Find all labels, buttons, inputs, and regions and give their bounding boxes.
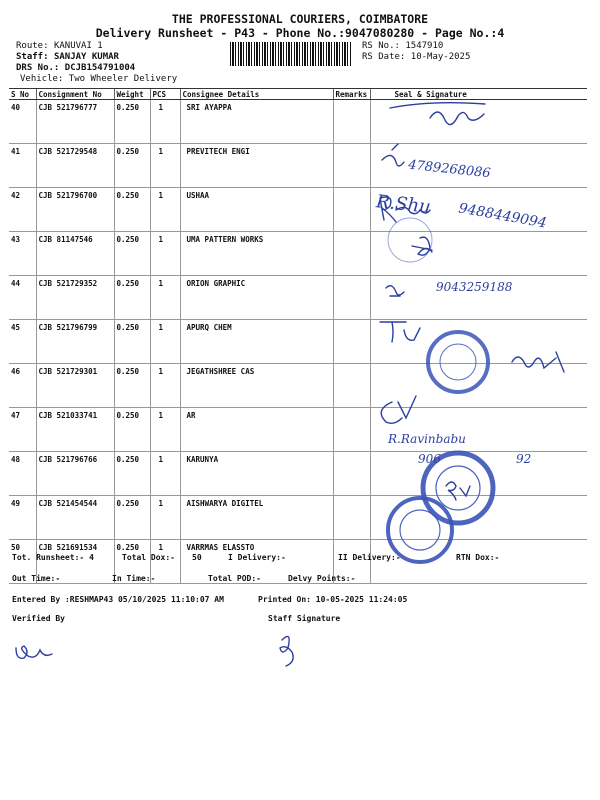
- runsheet-subtitle: Delivery Runsheet - P43 - Phone No.:9047080280 - Page No.:4: [95, 26, 505, 40]
- handwritten-phone-row48a: 906: [418, 452, 441, 466]
- row-weight: 0.250: [114, 496, 150, 540]
- row-sno: 40: [9, 100, 36, 144]
- company-title: THE PROFESSIONAL COURIERS, COIMBATORE: [171, 12, 429, 26]
- handwritten-name-row48: R.Ravinbabu: [388, 432, 466, 446]
- total-pod: Total POD:-: [208, 574, 261, 583]
- row-consignee: SRI AYAPPA: [180, 100, 333, 144]
- row-sno: 42: [9, 188, 36, 232]
- row-weight: 0.250: [114, 276, 150, 320]
- printed-on: Printed On: 10-05-2025 11:24:05: [258, 595, 408, 604]
- signature-row47: [381, 396, 416, 423]
- row-weight: 0.250: [114, 452, 150, 496]
- row-consignee: VARRMAS ELASSTO: [180, 540, 333, 584]
- row-pcs: 1: [150, 232, 180, 276]
- rs-date-value: 10-May-2025: [410, 52, 471, 62]
- row-weight: 0.250: [114, 364, 150, 408]
- entered-by: Entered By :RESHMAP43 05/10/2025 11:10:07 AM: [12, 595, 224, 604]
- rtn-dox: RTN Dox:-: [456, 553, 500, 562]
- row-sno: 47: [9, 408, 36, 452]
- i-delivery: I Delivery:-: [228, 553, 286, 562]
- col-header-sno: S No: [9, 89, 36, 100]
- row-consignee: KARUNYA: [180, 452, 333, 496]
- row-pcs: 1: [150, 100, 180, 144]
- row-consignee: PREVITECH ENGI: [180, 144, 333, 188]
- staff-value: SANJAY KUMAR: [53, 52, 119, 62]
- row-consignment-no: CJB 521729301: [36, 364, 114, 408]
- row-consignee: UMA PATTERN WORKS: [180, 232, 333, 276]
- row-pcs: 1: [150, 144, 180, 188]
- handwritten-phone-row42: 9488449094: [457, 200, 548, 232]
- handwritten-phone-row48b: 92: [516, 452, 532, 466]
- stamp-row43: [388, 218, 432, 262]
- row-weight: 0.250: [114, 144, 150, 188]
- signature-row45: [380, 322, 420, 342]
- row-consignment-no: CJB 521729352: [36, 276, 114, 320]
- stamp-jegathshree: [428, 332, 488, 392]
- tot-runsheet: Tot. Runsheet:- 4: [12, 553, 94, 562]
- verified-by-label: Verified By: [12, 614, 65, 623]
- signature-row46: [512, 352, 564, 372]
- signature-row43: [412, 237, 432, 255]
- row-consignment-no: CJB 521796766: [36, 452, 114, 496]
- signature-row44: [386, 286, 404, 296]
- col-header-consignment: Consignment No: [36, 89, 114, 100]
- row-pcs: 1: [150, 364, 180, 408]
- row-consignee: AR: [180, 408, 333, 452]
- row-weight: 0.250: [114, 188, 150, 232]
- signature-row49: [446, 482, 470, 500]
- row-pcs: 1: [150, 320, 180, 364]
- row-consignee: USHAA: [180, 188, 333, 232]
- row-sno: 44: [9, 276, 36, 320]
- row-consignment-no: CJB 521691534: [36, 540, 114, 584]
- rs-no-label: RS No.:: [362, 41, 400, 51]
- drs-label: DRS No.:: [16, 63, 60, 73]
- row-pcs: 1: [150, 540, 180, 584]
- row-consignment-no: CJB 521796799: [36, 320, 114, 364]
- row-pcs: 1: [150, 276, 180, 320]
- row-consignment-no: CJB 521729548: [36, 144, 114, 188]
- handwritten-phone-row44: 9043259188: [436, 280, 513, 294]
- row-sno: 50: [9, 540, 36, 584]
- total-dox-label: Total Dox:-: [122, 553, 175, 562]
- staff-label: Staff:: [16, 52, 49, 62]
- handwritten-name-row42: R.Shu: [375, 191, 432, 218]
- staff-signature-label: Staff Signature: [268, 614, 341, 623]
- col-header-signature: Seal & Signature: [370, 89, 587, 100]
- staff-signature-mark: [280, 636, 293, 666]
- row-consignment-no: CJB 81147546: [36, 232, 114, 276]
- row-sno: 45: [9, 320, 36, 364]
- in-time: In Time:-: [112, 574, 156, 583]
- row-consignment-no: CJB 521796777: [36, 100, 114, 144]
- route-label: Route:: [16, 41, 49, 51]
- signature-row40: [390, 103, 485, 125]
- out-time: Out Time:-: [12, 574, 61, 583]
- row-sno: 46: [9, 364, 36, 408]
- row-consignment-no: CJB 521033741: [36, 408, 114, 452]
- row-consignment-no: CJB 521796700: [36, 188, 114, 232]
- col-header-pcs: PCS: [150, 89, 180, 100]
- row-sno: 41: [9, 144, 36, 188]
- row-weight: 0.250: [114, 408, 150, 452]
- signature-row41: [382, 144, 404, 166]
- rs-date-label: RS Date:: [362, 52, 406, 62]
- delvy-points: Delvy Points:-: [288, 574, 356, 583]
- ii-delivery: II Delivery:-: [338, 553, 401, 562]
- vehicle-label: Vehicle:: [20, 74, 64, 84]
- row-weight: 0.250: [114, 320, 150, 364]
- col-header-consignee: Consignee Details: [180, 89, 333, 100]
- drs-value: DCJB154791004: [64, 63, 136, 73]
- col-header-weight: Weight: [114, 89, 150, 100]
- row-consignment-no: CJB 521454544: [36, 496, 114, 540]
- row-weight: 0.250: [114, 232, 150, 276]
- row-sno: 43: [9, 232, 36, 276]
- row-consignee: ORION GRAPHIC: [180, 276, 333, 320]
- row-pcs: 1: [150, 496, 180, 540]
- row-sno: 48: [9, 452, 36, 496]
- verified-signature: [16, 646, 52, 658]
- route-value: KANUVAI 1: [53, 41, 103, 51]
- col-header-remarks: Remarks: [333, 89, 370, 100]
- handwritten-phone-row41: 4789268086: [407, 157, 492, 182]
- row-pcs: 1: [150, 408, 180, 452]
- vehicle-value: Two Wheeler Delivery: [68, 74, 178, 84]
- row-pcs: 1: [150, 452, 180, 496]
- row-pcs: 1: [150, 188, 180, 232]
- row-sno: 49: [9, 496, 36, 540]
- total-dox-value: 50: [192, 553, 202, 562]
- row-consignee: AISHWARYA DIGITEL: [180, 496, 333, 540]
- row-weight: 0.250: [114, 540, 150, 584]
- rs-no-value: 1547910: [405, 41, 444, 51]
- row-consignee: APURQ CHEM: [180, 320, 333, 364]
- row-consignee: JEGATHSHREE CAS: [180, 364, 333, 408]
- row-weight: 0.250: [114, 100, 150, 144]
